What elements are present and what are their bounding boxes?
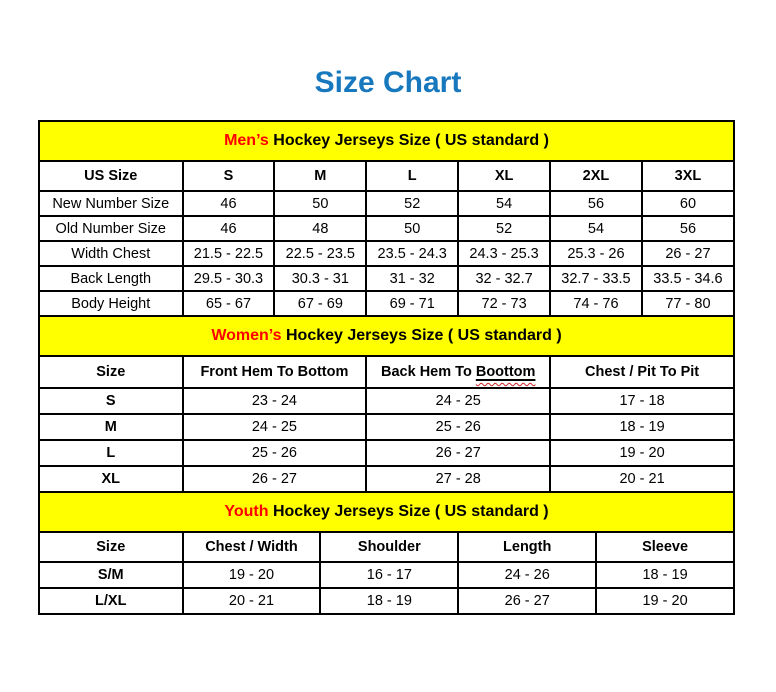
size-value-cell: 56 xyxy=(550,191,642,216)
column-header: XL xyxy=(458,161,550,191)
size-value-cell: 25 - 26 xyxy=(183,440,367,466)
column-header: L xyxy=(366,161,458,191)
youth-size-table xyxy=(38,491,735,615)
size-value-cell: 26 - 27 xyxy=(642,241,734,266)
column-header: S xyxy=(183,161,275,191)
size-value-cell: 18 - 19 xyxy=(320,588,458,614)
row-label: XL xyxy=(39,466,183,492)
womens-size-table xyxy=(38,315,735,493)
page-title: Size Chart xyxy=(314,66,462,99)
table-row xyxy=(39,466,734,492)
row-label: L xyxy=(39,440,183,466)
size-value-cell: 67 - 69 xyxy=(274,291,366,316)
size-value-cell: 19 - 20 xyxy=(596,588,734,614)
size-value-cell: 29.5 - 30.3 xyxy=(183,266,275,291)
size-value-cell: 26 - 27 xyxy=(183,466,367,492)
youth-banner-highlight: Youth xyxy=(224,503,269,520)
womens-banner-text: Hockey Jerseys Size ( US standard ) xyxy=(281,327,562,344)
size-value-cell: 65 - 67 xyxy=(183,291,275,316)
row-label: Back Length xyxy=(39,266,183,291)
size-value-cell: 18 - 19 xyxy=(550,414,734,440)
size-value-cell: 52 xyxy=(366,191,458,216)
column-header: Size xyxy=(39,532,183,562)
table-row xyxy=(39,241,734,266)
size-value-cell: 56 xyxy=(642,216,734,241)
size-value-cell: 25.3 - 26 xyxy=(550,241,642,266)
column-header: Chest / Pit To Pit xyxy=(550,356,734,388)
column-header: Length xyxy=(458,532,596,562)
row-label: S xyxy=(39,388,183,414)
size-value-cell: 33.5 - 34.6 xyxy=(642,266,734,291)
size-chart-container xyxy=(38,120,735,615)
size-value-cell: 23 - 24 xyxy=(183,388,367,414)
size-value-cell: 50 xyxy=(366,216,458,241)
size-value-cell: 19 - 20 xyxy=(183,562,321,588)
misspelled-word-underline xyxy=(476,364,536,380)
size-value-cell: 60 xyxy=(642,191,734,216)
size-value-cell: 20 - 21 xyxy=(550,466,734,492)
table-row xyxy=(39,266,734,291)
size-value-cell: 17 - 18 xyxy=(550,388,734,414)
size-value-cell: 24 - 26 xyxy=(458,562,596,588)
row-label: L/XL xyxy=(39,588,183,614)
size-value-cell: 22.5 - 23.5 xyxy=(274,241,366,266)
size-value-cell: 54 xyxy=(458,191,550,216)
table-row xyxy=(39,414,734,440)
womens-section-banner xyxy=(39,316,734,356)
column-header xyxy=(366,356,550,388)
table-row xyxy=(39,588,734,614)
size-value-cell: 50 xyxy=(274,191,366,216)
size-value-cell: 25 - 26 xyxy=(366,414,550,440)
size-value-cell: 26 - 27 xyxy=(458,588,596,614)
size-value-cell: 24.3 - 25.3 xyxy=(458,241,550,266)
size-value-cell: 32 - 32.7 xyxy=(458,266,550,291)
row-label: M xyxy=(39,414,183,440)
row-label: New Number Size xyxy=(39,191,183,216)
size-value-cell: 54 xyxy=(550,216,642,241)
size-value-cell: 27 - 28 xyxy=(366,466,550,492)
size-value-cell: 20 - 21 xyxy=(183,588,321,614)
size-value-cell: 19 - 20 xyxy=(550,440,734,466)
column-header-prefix: Back Hem To xyxy=(381,364,472,380)
row-label: S/M xyxy=(39,562,183,588)
column-header: M xyxy=(274,161,366,191)
mens-banner-text: Hockey Jerseys Size ( US standard ) xyxy=(268,132,549,149)
column-header: Chest / Width xyxy=(183,532,321,562)
size-value-cell: 77 - 80 xyxy=(642,291,734,316)
table-row xyxy=(39,388,734,414)
mens-section-banner xyxy=(39,121,734,161)
size-value-cell: 72 - 73 xyxy=(458,291,550,316)
column-header: Sleeve xyxy=(596,532,734,562)
column-header: Front Hem To Bottom xyxy=(183,356,367,388)
column-header: Shoulder xyxy=(320,532,458,562)
column-header: 2XL xyxy=(550,161,642,191)
size-value-cell: 52 xyxy=(458,216,550,241)
womens-banner-highlight: Women’s xyxy=(211,327,282,344)
youth-banner-text: Hockey Jerseys Size ( US standard ) xyxy=(268,503,549,520)
size-value-cell: 16 - 17 xyxy=(320,562,458,588)
row-label: Old Number Size xyxy=(39,216,183,241)
size-value-cell: 23.5 - 24.3 xyxy=(366,241,458,266)
size-value-cell: 21.5 - 22.5 xyxy=(183,241,275,266)
size-value-cell: 31 - 32 xyxy=(366,266,458,291)
size-value-cell: 26 - 27 xyxy=(366,440,550,466)
mens-size-table xyxy=(38,120,735,317)
size-value-cell: 46 xyxy=(183,216,275,241)
table-row xyxy=(39,191,734,216)
size-value-cell: 32.7 - 33.5 xyxy=(550,266,642,291)
column-header: US Size xyxy=(39,161,183,191)
size-value-cell: 69 - 71 xyxy=(366,291,458,316)
size-value-cell: 30.3 - 31 xyxy=(274,266,366,291)
table-row xyxy=(39,562,734,588)
size-value-cell: 48 xyxy=(274,216,366,241)
misspelled-word: Boottom xyxy=(475,364,536,380)
column-header: Size xyxy=(39,356,183,388)
row-label: Body Height xyxy=(39,291,183,316)
table-row xyxy=(39,216,734,241)
size-value-cell: 46 xyxy=(183,191,275,216)
size-value-cell: 74 - 76 xyxy=(550,291,642,316)
size-value-cell: 24 - 25 xyxy=(366,388,550,414)
size-value-cell: 24 - 25 xyxy=(183,414,367,440)
table-row xyxy=(39,440,734,466)
column-header: 3XL xyxy=(642,161,734,191)
row-label: Width Chest xyxy=(39,241,183,266)
youth-section-banner xyxy=(39,492,734,532)
table-row xyxy=(39,291,734,316)
size-value-cell: 18 - 19 xyxy=(596,562,734,588)
mens-banner-highlight: Men’s xyxy=(224,132,269,149)
